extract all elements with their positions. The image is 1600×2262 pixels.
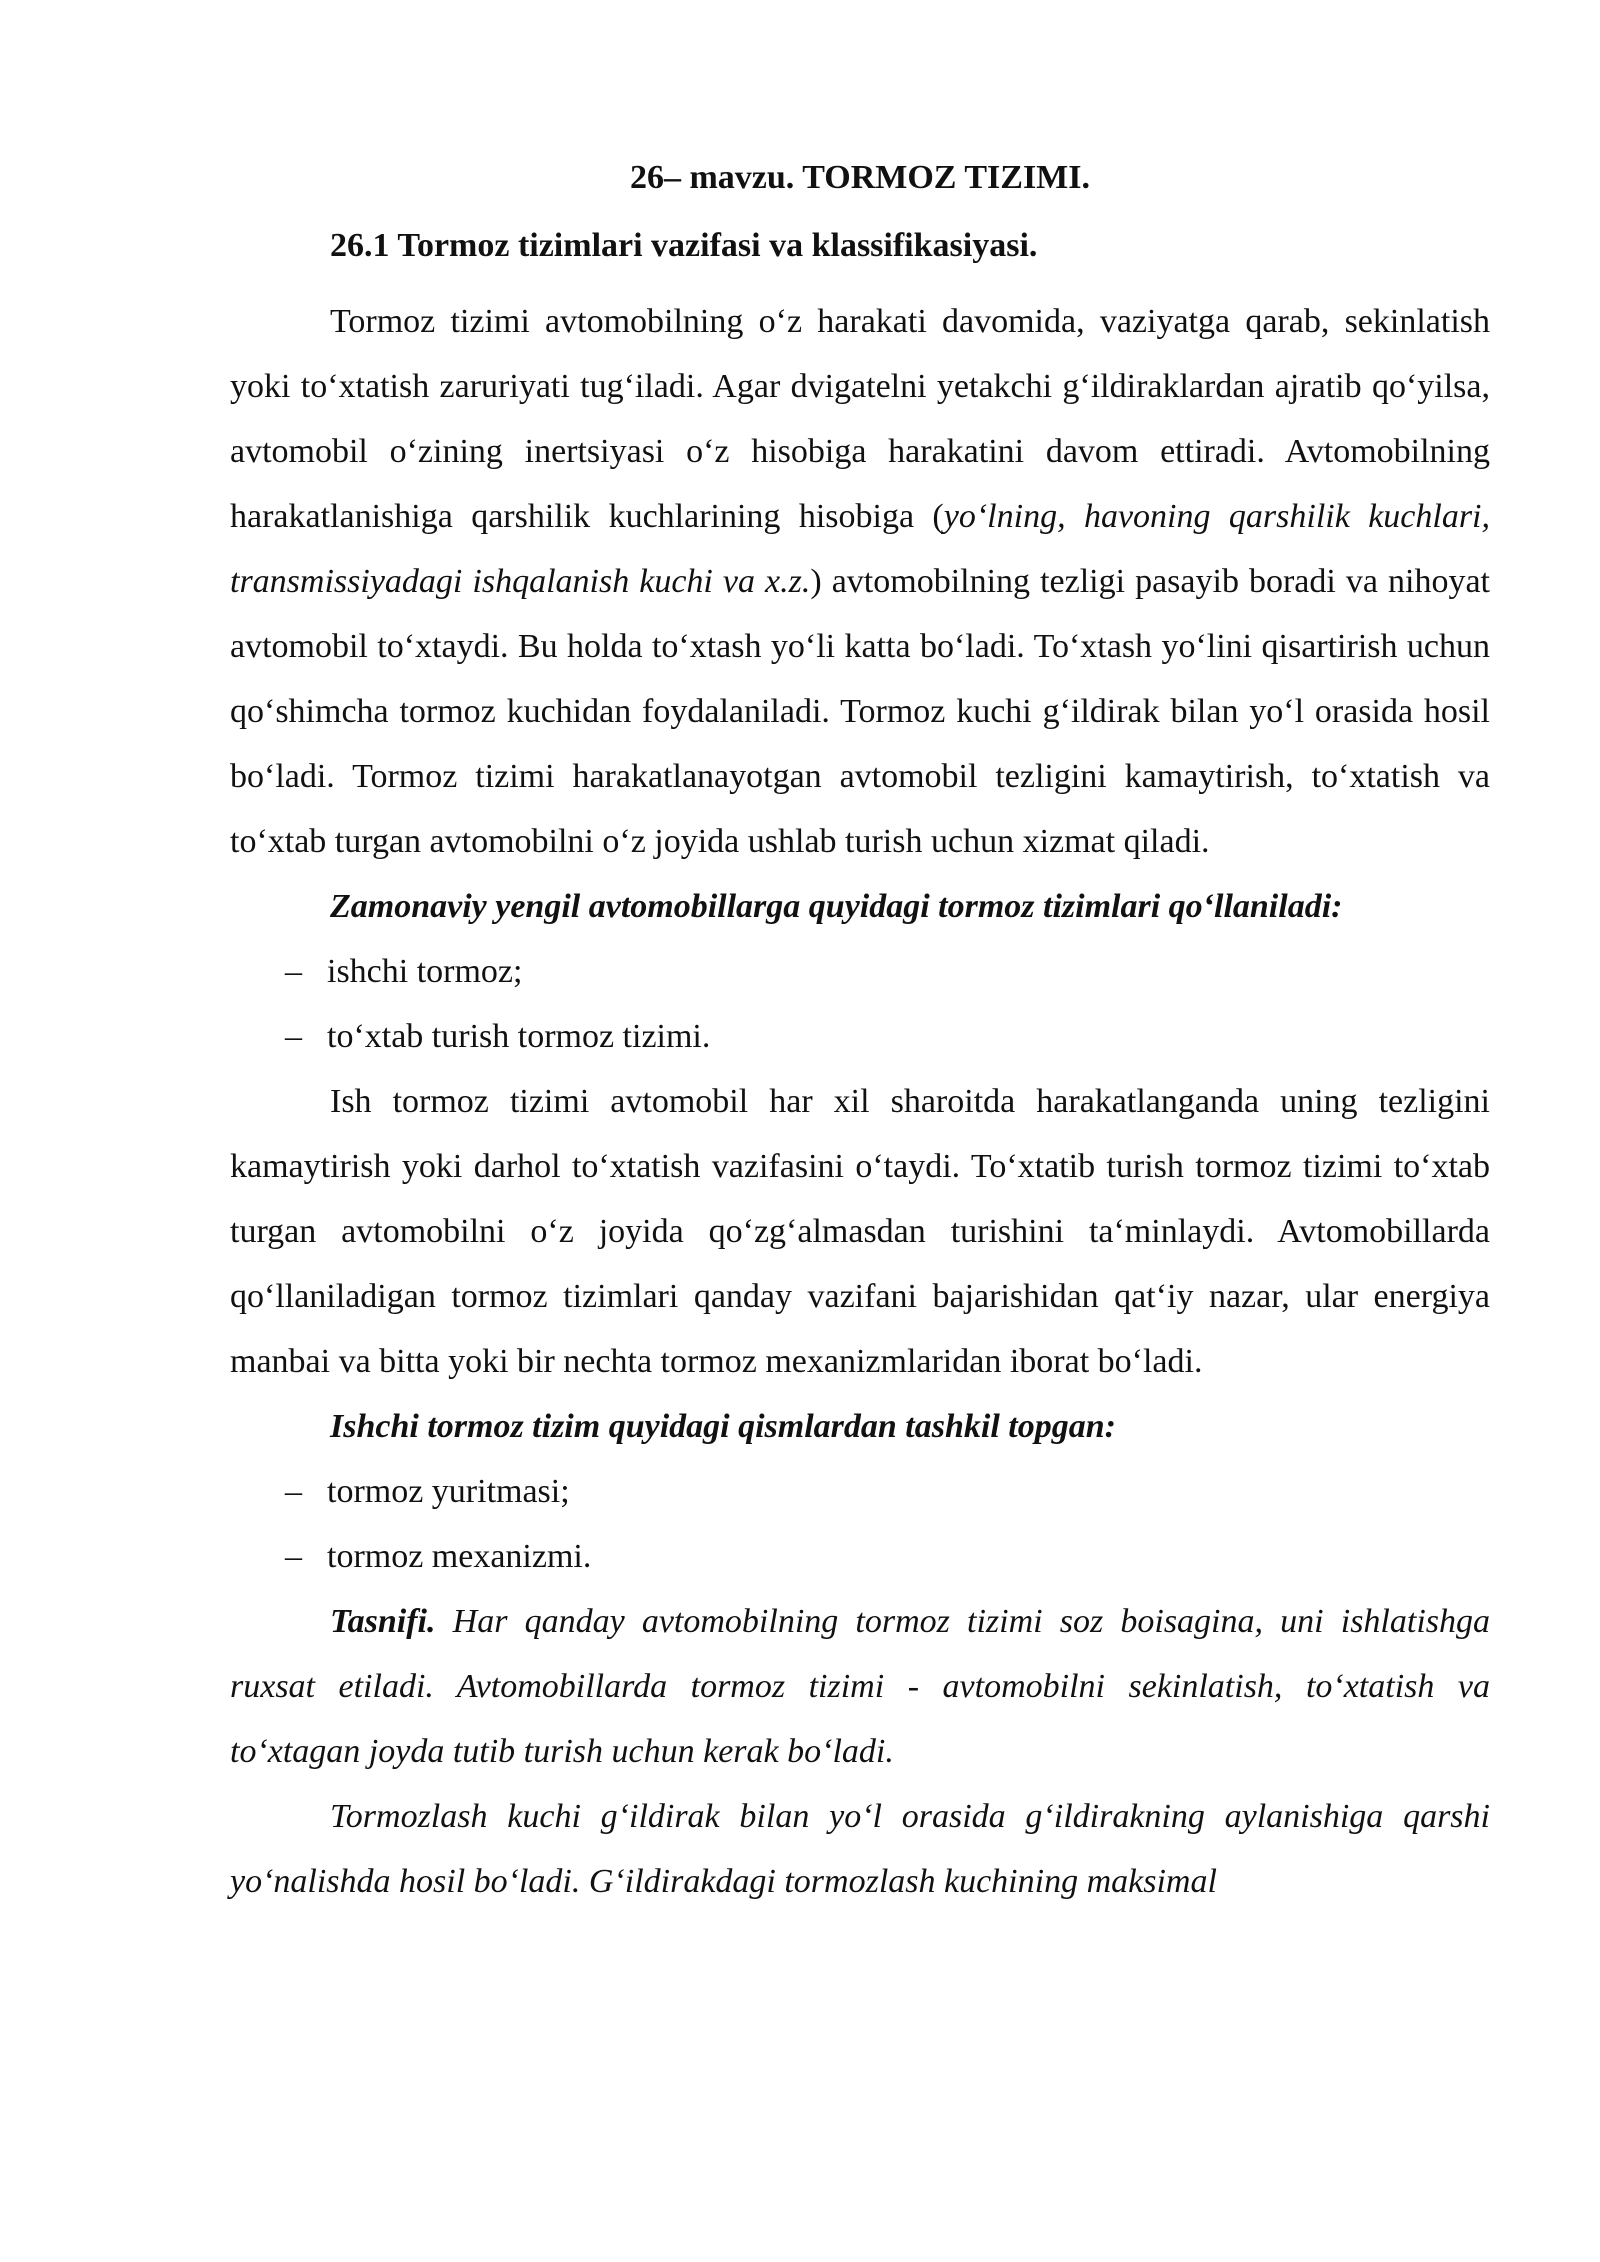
list-item-text: ishchi tormoz;	[327, 953, 523, 990]
page-title: 26– mavzu. TORMOZ TIZIMI.	[629, 159, 1090, 196]
components-list	[230, 1459, 1490, 1589]
paragraph-working-brake: Ish tormoz tizimi avtomobil har xil sharoitda harakatlanganda uning tezligini kamaytirish yoki darhol to‘xtatish vazifasini o‘taydi. To‘xtatib turish tormoz tizimi to‘xtab turgan avtomobilni o‘z joyida qo‘zg‘almasdan turishini ta‘minlaydi. Avtomobillarda qo‘llaniladigan tormoz tizimlari qanday vazifani bajarishidan qat‘iy nazar, ular energiya manbai va bitta yoki bir nechta tormoz mexanizmlaridan iborat bo‘ladi.	[230, 1083, 1490, 1380]
paragraph-intro-text-end: ) avtomobilning tezligi pasayib boradi va nihoyat avtomobil to‘xtaydi. Bu holda to‘xtash yo‘li katta bo‘ladi. To‘xtash yo‘lini qisartirish uchun qo‘shimcha tormoz kuchidan foydalaniladi. Tormoz kuchi g‘ildirak bilan yo‘l orasida hosil bo‘ladi. Tormoz tizimi harakatlanayotgan avtomobil tezligini kamaytirish, to‘xtatish va to‘xtab turgan avtomobilni o‘z joyida ushlab turish uchun xizmat qiladi.	[230, 563, 1490, 860]
list-item	[285, 1524, 1490, 1589]
classification-lead: Tasnifi.	[330, 1603, 436, 1640]
list-heading-components: Ishchi tormoz tizim quyidagi qismlardan tashkil topgan:	[330, 1408, 1116, 1445]
list-heading-brake-systems: Zamonaviy yengil avtomobillarga quyidagi tormoz tizimlari qo‘llaniladi:	[330, 888, 1343, 925]
document-body	[230, 145, 1490, 1914]
list-item	[285, 939, 1490, 1004]
list-item-text: to‘xtab turish tormoz tizimi.	[327, 1018, 711, 1055]
dash-bullet: –	[285, 953, 302, 990]
paragraph-intro	[230, 289, 1490, 874]
list-item	[285, 1004, 1490, 1069]
list-item	[285, 1459, 1490, 1524]
paragraph-intro-italic: yo‘lning, havoning qarshilik kuchlari, transmissiyadagi ishqalanish kuchi va x.z.	[230, 498, 1491, 600]
brake-systems-list	[230, 939, 1490, 1069]
dash-bullet: –	[285, 1018, 302, 1055]
list-item-text: tormoz yuritmasi;	[327, 1473, 570, 1510]
paragraph-classification	[230, 1589, 1490, 1784]
dash-bullet: –	[285, 1473, 302, 1510]
dash-bullet: –	[285, 1538, 302, 1575]
paragraph-intro-text: Tormoz tizimi avtomobilning o‘z harakati davomida, vaziyatga qarab, sekinlatish yoki to‘xtatish zaruriyati tug‘iladi. Agar dvigatelni yetakchi g‘ildiraklardan ajratib qo‘yilsa, avtomobil o‘zining inertsiyasi o‘z hisobiga harakatini davom ettiradi. Avtomobilning harakatlanishiga qarshilik kuchlarining hisobiga (	[230, 303, 1490, 535]
list-item-text: tormoz mexanizmi.	[327, 1538, 592, 1575]
classification-text: Har qanday avtomobilning tormoz tizimi soz boisagina, uni ishlatishga ruxsat etiladi. Avtomobillarda tormoz tizimi - avtomobilni sekinlatish, to‘xtatish va to‘xtagan joyda tutib turish uchun kerak bo‘ladi.	[230, 1603, 1490, 1770]
section-heading: 26.1 Tormoz tizimlari vazifasi va klassifikasiyasi.	[330, 227, 1038, 264]
paragraph-braking-force: Tormozlash kuchi g‘ildirak bilan yo‘l orasida g‘ildirakning aylanishiga qarshi yo‘nalishda hosil bo‘ladi. G‘ildirakdagi tormozlash kuchining maksimal	[230, 1798, 1490, 1900]
